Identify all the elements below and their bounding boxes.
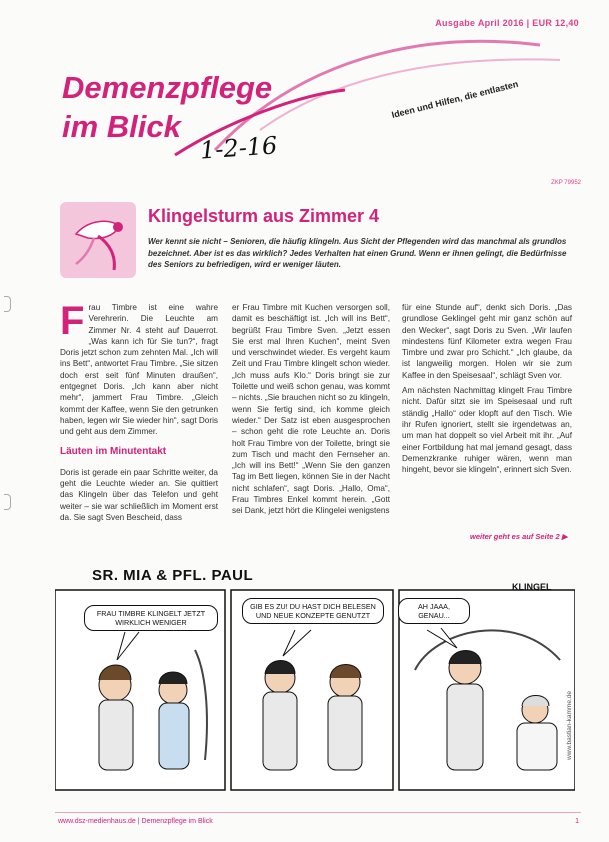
- tagline: Ideen und Hilfen, die entlasten: [390, 78, 520, 120]
- speech-bubble-2: GIB ES ZU! DU HAST DICH BELESEN UND NEUE KONZEPTE GENUTZT: [242, 598, 384, 624]
- article-paragraph: Doris ist gerade ein paar Schritte weiter, da geht die Leuchte wieder an. Sie quittiert das Klingeln über das Telefon und geht weiter – sie war schließlich im Moment erst da. Sie sagt Sven Bescheid, dass: [60, 467, 218, 523]
- article-paragraph: er Frau Timbre mit Kuchen versorgen soll, damit es beschäftigt ist. „Ich will ins Bett“, begrüßt Frau Timbre Sven. „Jetzt essen Sie erst mal Ihren Kuchen“, meint Sven und verschwindet wieder. Es vergeht kaum Zeit und Frau Timbre klingelt schon wieder. „Ich muss aufs Klo.“ Doris bringt sie zur Toilette und weiß schon genau, was kommt – nichts. „Sie brauchen nicht so zu klingeln, wenn Sie fertig sind, ich komme gleich wieder.“ Der Satz ist eben ausgesprochen – schon geht die rote Leuchte an. Doris holt Frau Timbre von der Toilette, bringt sie zum Tisch und macht den Fernseher an. „Ich will ins Bett!“ „Wenn Sie den ganzen Tag im Bett liegen, können Sie in der Nacht nicht schlafen“, sagt Doris. „Hallo, Oma“, Frau Timbres Enkel kommt herein. „Gott sei Dank, jetzt hört die Klingelei wenigstens: [232, 303, 390, 516]
- article-subheading: Läuten im Minutentakt: [60, 445, 167, 457]
- page-number: 1: [575, 818, 579, 825]
- continue-link[interactable]: weiter geht es auf Seite 2 ▶: [470, 532, 568, 541]
- speech-bubble-1: FRAU TIMBRE KLINGELT JETZT WIRKLICH WENIGER: [84, 605, 218, 631]
- comic-strip: [55, 560, 575, 800]
- footer-divider: [55, 812, 581, 813]
- article-column-2: [232, 302, 390, 521]
- paragraph-text: rau Timbre ist eine wahre Verehrerin. Die Leuchte am Zimmer Nr. 4 steht auf Dauerrot. „Was kann ich für Sie tun?“, fragt Doris jetzt schon zum zehnten Mal. „Ich will ins Bett“, antwortet Frau Timbre. „Sie sitzen doch erst seit fünf Minuten draußen“, entgegnet Doris. „Ich kann aber nicht mehr“, jammert Frau Timbre. „Gleich kommt der Kaffee, wenn Sie den getrunken haben, legen wir Sie wieder hin“, sagt Doris und geht aus dem Zimmer.: [60, 303, 218, 437]
- comic-panel-label: KLINGEL: [512, 582, 552, 592]
- bell-ribbon-icon: [58, 200, 138, 280]
- article-title: Klingelsturm aus Zimmer 4: [148, 206, 380, 226]
- drop-cap: F: [60, 299, 85, 343]
- comic-title: SR. MIA & PFL. PAUL: [92, 567, 254, 584]
- article-paragraph: Am nächsten Nachmittag klingelt Frau Timbre nicht. Dafür sitzt sie im Speisesaal und ruft ständig „Hallo“ oder klopft auf den Tisch. Wie ihr Rufen ignoriert, stellt sie irgendetwas an, um man hat doppelt so viel Arbeit mit ihr. „Auf einer Fortbildung hat mal jemand gesagt, dass Demenzkranke ruhiger wären, wenn man hingeht, bevor sie klingeln“, erinnert sich Sven.: [402, 386, 572, 475]
- punch-hole: [4, 494, 11, 510]
- comic-credit: www.bastian-kamme.de: [566, 691, 573, 760]
- speech-bubble-3: AH JAAA, GENAU...: [398, 598, 470, 624]
- magazine-title-line1: Demenzpflege: [62, 70, 273, 105]
- footer-text[interactable]: www.dsz-medienhaus.de | Demenzpflege im Blick: [58, 818, 213, 825]
- article-column-3: [402, 302, 572, 479]
- article-paragraph: [60, 299, 218, 438]
- article-column-1: [60, 299, 218, 527]
- handwritten-date: 1-2-16: [199, 131, 279, 165]
- article-lead: Wer kennt sie nicht – Senioren, die häufig klingeln. Aus Sicht der Pflegenden wird das manchmal als grundlos bezeichnet. Aber ist es das wirklich? Jedes Verhalten hat einen Grund. Wenn er ihnen gelingt, die Bedürfnisse des Seniors zu befriedigen, wird er weniger läuten.: [148, 237, 567, 269]
- reference-code: ZKP 79952: [551, 180, 581, 186]
- punch-hole: [4, 296, 11, 312]
- article-paragraph: für eine Stunde auf“, denkt sich Doris. „Das grundlose Geklingel geht mir ganz schön auf den Wecker“, sagt Doris zu Sven. „Wir laufen mindestens fünf Kilometer extra wegen Frau Timbre und zwar pro Schicht.“ „Ich glaube, da ist langweilig morgen. Holen wir sie zum Kaffee in den Speisesaal“, schlägt Sven vor.: [402, 303, 572, 380]
- issue-label: Ausgabe April 2016 | EUR 12,40: [435, 18, 579, 28]
- magazine-title-line2: im Blick: [62, 109, 181, 144]
